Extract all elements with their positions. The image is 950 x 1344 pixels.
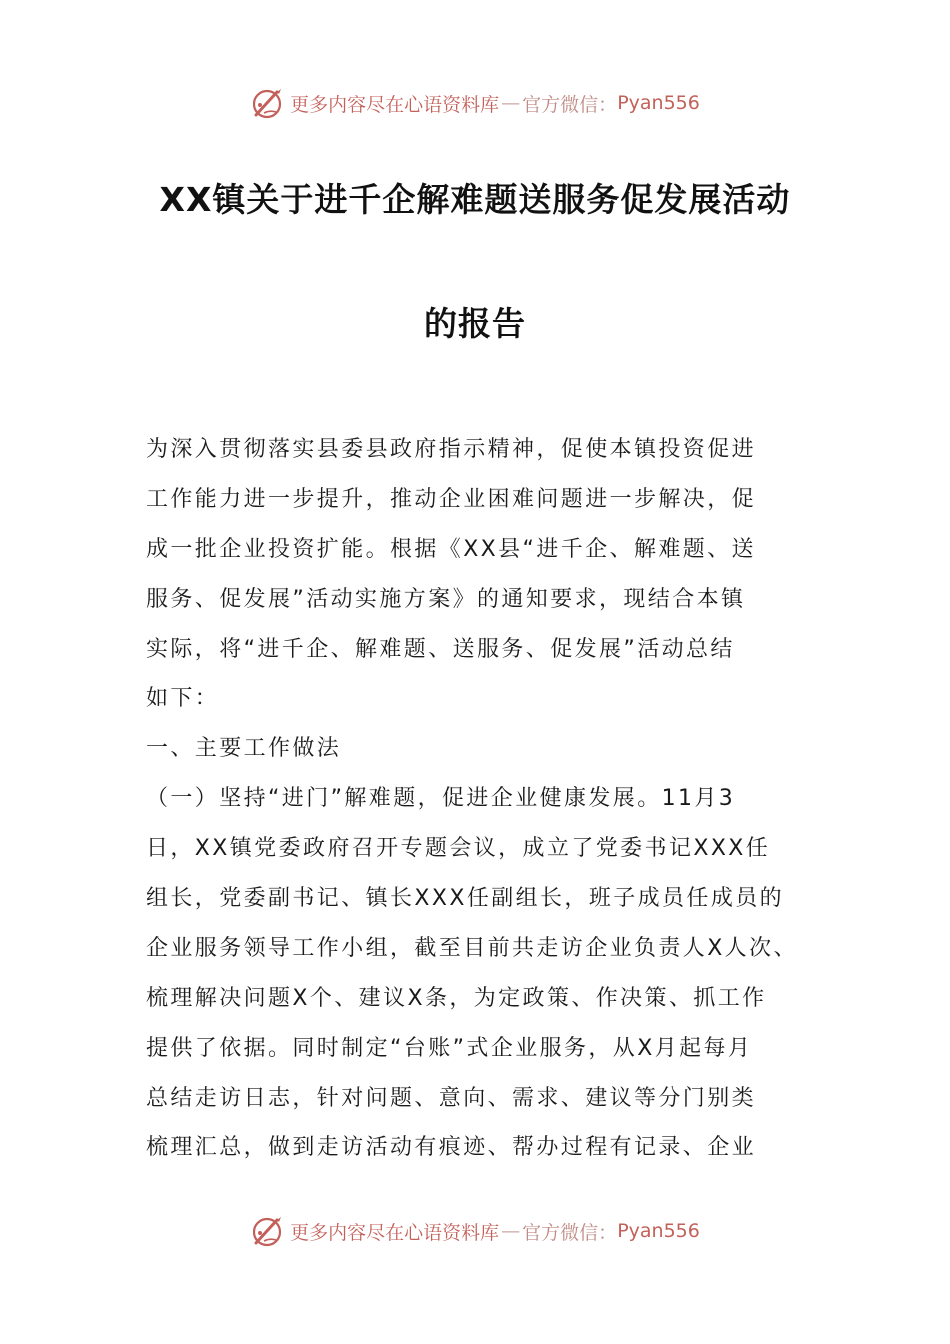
body-line: 日，XX镇党委政府召开专题会议，成立了党委书记XXX任 — [146, 836, 771, 862]
watermark-dash: — — [501, 92, 521, 114]
document-title-line-1: XX镇关于进千企解难题送服务促发展活动 — [159, 180, 791, 219]
watermark-contact: 官方微信： — [522, 1221, 618, 1244]
watermark-handle: Pyan556 — [617, 92, 700, 114]
body-line: 梳理汇总，做到走访活动有痕迹、帮办过程有记录、企业 — [146, 1135, 757, 1161]
body-line: 总结走访日志，针对问题、意向、需求、建议等分门别类 — [146, 1085, 757, 1111]
watermark-handle: Pyan556 — [617, 1220, 700, 1242]
body-line: 梳理解决问题X个、建议X条，为定政策、作决策、抓工作 — [146, 985, 767, 1011]
document-body — [146, 425, 811, 1173]
section-heading: 一、主要工作做法 — [146, 736, 342, 762]
watermark-brand: 更多内容尽在心语资料库 — [290, 1221, 500, 1244]
pen-logo-icon — [250, 1213, 286, 1249]
body-line: 成一批企业投资扩能。根据《XX县“进千企、解难题、送 — [146, 536, 756, 562]
watermark-dash: — — [501, 1220, 521, 1242]
body-line: 服务、促发展”活动实施方案》的通知要求，现结合本镇 — [146, 586, 746, 612]
document-title-line-2: 的报告 — [424, 304, 526, 343]
body-line: 企业服务领导工作小组，截至目前共走访企业负责人X人次、 — [146, 935, 798, 961]
body-line: 工作能力进一步提升，推动企业困难问题进一步解决，促 — [146, 486, 757, 512]
body-line: 实际，将“进千企、解难题、送服务、促发展”活动总结 — [146, 636, 735, 662]
body-line: 提供了依据。同时制定“台账”式企业服务，从X月起每月 — [146, 1035, 753, 1061]
pen-logo-icon — [250, 85, 286, 121]
body-line: （一）坚持“进门”解难题，促进企业健康发展。11月3 — [146, 786, 736, 812]
watermark-brand: 更多内容尽在心语资料库 — [290, 93, 500, 116]
body-line: 组长，党委副书记、镇长XXX任副组长，班子成员任成员的 — [146, 886, 785, 912]
body-line: 为深入贯彻落实县委县政府指示精神，促使本镇投资促进 — [146, 437, 757, 462]
watermark-contact: 官方微信： — [522, 93, 618, 116]
footer-watermark — [0, 1211, 950, 1251]
body-line: 如下： — [146, 686, 220, 712]
header-watermark — [0, 83, 950, 123]
